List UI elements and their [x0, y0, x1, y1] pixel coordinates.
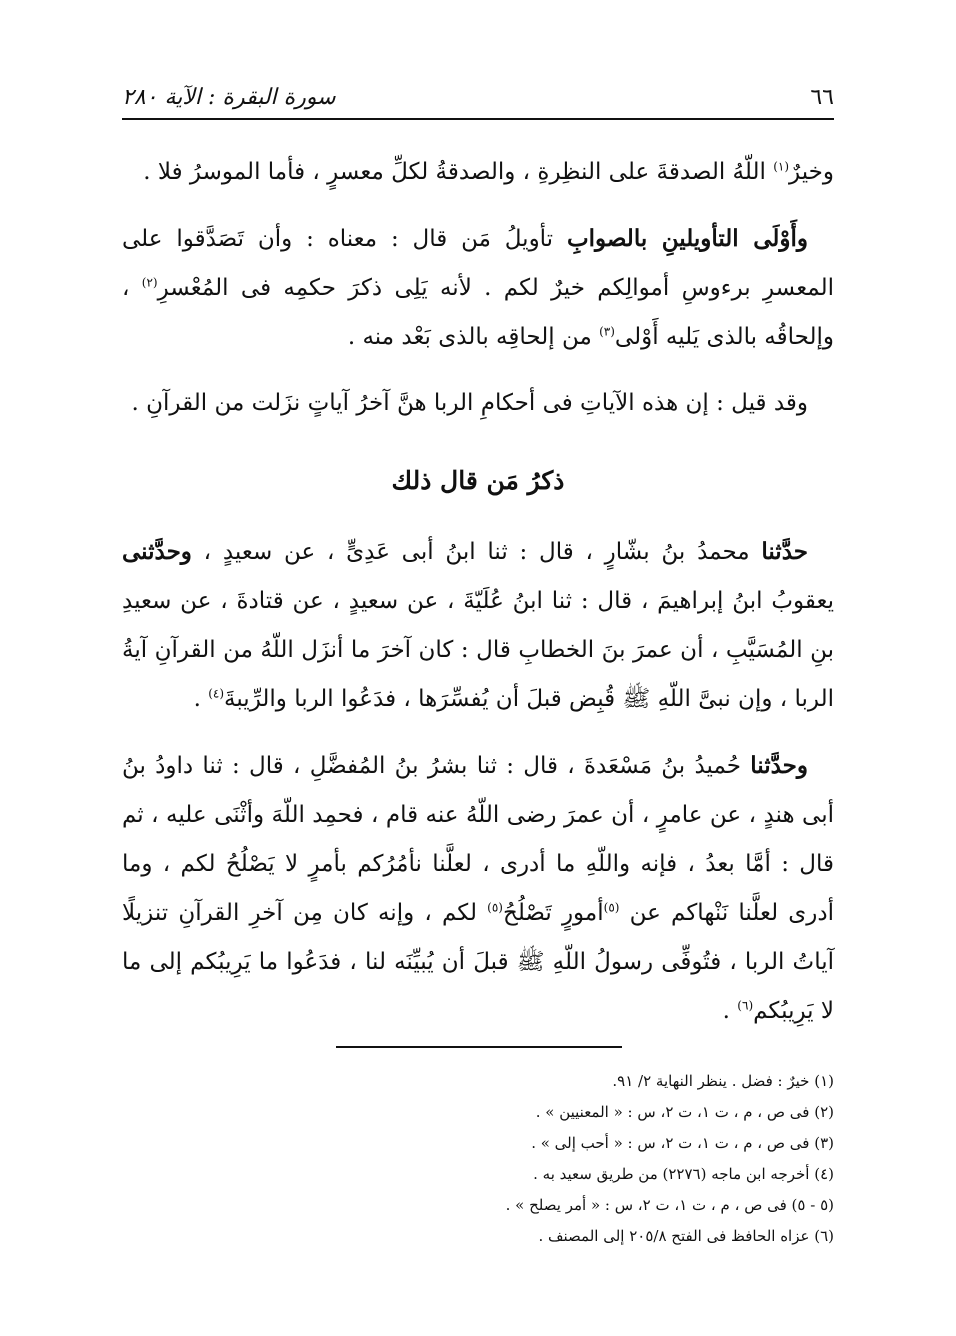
footnote-4: (٤) أخرجه ابن ماجه (٢٢٧٦) من طريق سعيد به .	[533, 1165, 834, 1183]
page-number: ٦٦	[810, 85, 834, 110]
footnote-ref-5-start: (٥)	[603, 900, 620, 915]
footnote-2: (٢) فى ص ، م ، ت ١، ت ٢، س : « المعنيين » .	[535, 1103, 834, 1121]
page-header	[122, 66, 834, 110]
footnotes	[122, 1066, 834, 1252]
footnote-ref-6: (٦)	[737, 998, 754, 1013]
footnote-ref-3: (٣)	[599, 324, 615, 339]
text-span: تأويلُ مَن قال : معناه : وأن تَصَدَّقوا على المعسرِ برءوسِ أموالِكم خيرٌ لكم . لأنه يَلِى ذكرَ حكمِه فى المُعْسرِ	[122, 226, 834, 301]
text-span: ، وإلحاقُه بالذى يَليه أَوْلى	[122, 275, 834, 350]
footnote-ref-1: (١)	[773, 159, 790, 174]
footnote-ref-2: (٢)	[141, 275, 158, 290]
running-title: سورة البقرة : الآية ٢٨٠	[122, 85, 336, 110]
footnote-5: (٥ - ٥) فى ص ، م ، ت ١، ت ٢، س : « أمر يصلح » .	[505, 1196, 834, 1214]
text-span: وخيرٌ	[789, 159, 834, 185]
text-span: .	[193, 686, 209, 712]
header-rule	[122, 118, 834, 120]
footnote-6: (٦) عزاه الحافظ فى الفتح ٢٠٥/٨ إلى المصنف .	[538, 1227, 834, 1245]
footnote-ref-5-end: (٥)	[487, 900, 503, 915]
text-span: من إلحاقِه بالذى بَعْد منه .	[347, 324, 600, 350]
text-span: .	[722, 998, 738, 1024]
paragraph-1	[122, 148, 834, 197]
bold-lead: وحدَّثنى	[122, 538, 192, 565]
footnote-1: (١) خيرٌ : فضل . ينظر النهاية ٢/ ٩١.	[612, 1072, 834, 1090]
footnote-separator	[336, 1046, 622, 1048]
bold-lead: حدَّثنا	[761, 538, 808, 565]
main-text	[122, 148, 834, 1053]
text-span: لكم ، وإنه كان مِن آخرِ القرآنِ تنزيلًا آياتُ الربا ، فتُوفِّى رسولُ اللّهِ ﷺ قبلَ أن يُبيِّنَه لنا ، فدَعُوا ما يَرِيبُكم إلى ما لا يَرِيبُكم	[122, 900, 834, 1024]
paragraph-2	[122, 214, 834, 362]
bold-lead: وأَوْلَى التأويلينِ بالصوابِ	[566, 225, 808, 252]
text-span: اللّهُ الصدقةَ على النظِرةِ ، والصدقةُ لكلِّ معسرٍ ، فأما الموسرُ فلا .	[143, 159, 774, 185]
footnote-3: (٣) فى ص ، م ، ت ١، ت ٢، س : « أحب إلى » .	[531, 1134, 834, 1152]
text-span: حُميدُ بنُ مَسْعَدةَ ، قال : ثنا بشرُ بنُ المُفضَّلِ ، قال : ثنا داودُ بنُ أبى هندٍ ، عن عامرٍ ، أن عمرَ رضى اللّهُ عنه قام ، فحمِد اللّهَ وأثْنَى عليه ، ثم قال : أمَّا بعدُ ، فإنه واللّهِ ما أدرى ، لعلَّنا نأمُرُكم بأمرٍ لا يَصْلُحُ لكم ، وما أدرى لعلَّنا نَنْهاكم عن	[122, 753, 834, 926]
section-heading: ذكرُ مَن قال ذلك	[391, 466, 565, 495]
footnote-ref-4: (٤)	[208, 686, 225, 701]
bold-lead: وحدَّثنا	[750, 752, 808, 779]
paragraph-5	[122, 741, 834, 1036]
paragraph-3: وقد قيل : إن هذه الآياتِ فى أحكامِ الربا هنَّ آخرُ آياتٍ نزَلت من القرآنِ .	[131, 390, 808, 416]
text-span: أمورٍ تَصْلُحُ	[502, 900, 604, 926]
text-span: يعقوبُ ابنُ إبراهيمَ ، قال : ثنا ابنُ عُلَيّةَ ، عن سعيدٍ ، عن قتادةَ ، عن سعيدِ بنِ المُسَيَّبِ ، أن عمرَ بنَ الخطابِ قال : كان آخرَ ما أنزَل اللّهُ من القرآنِ آيةُ الربا ، وإن نبىَّ اللّهِ ﷺ قُبِض قبلَ أن يُفسِّرَها ، فدَعُوا الربا والرِّيبةَ	[122, 588, 834, 712]
text-span: محمدُ بنُ بشّارٍ ، قال : ثنا ابنُ أبى عَدِىٍّ ، عن سعيدٍ ،	[191, 539, 762, 565]
paragraph-4	[122, 527, 834, 724]
